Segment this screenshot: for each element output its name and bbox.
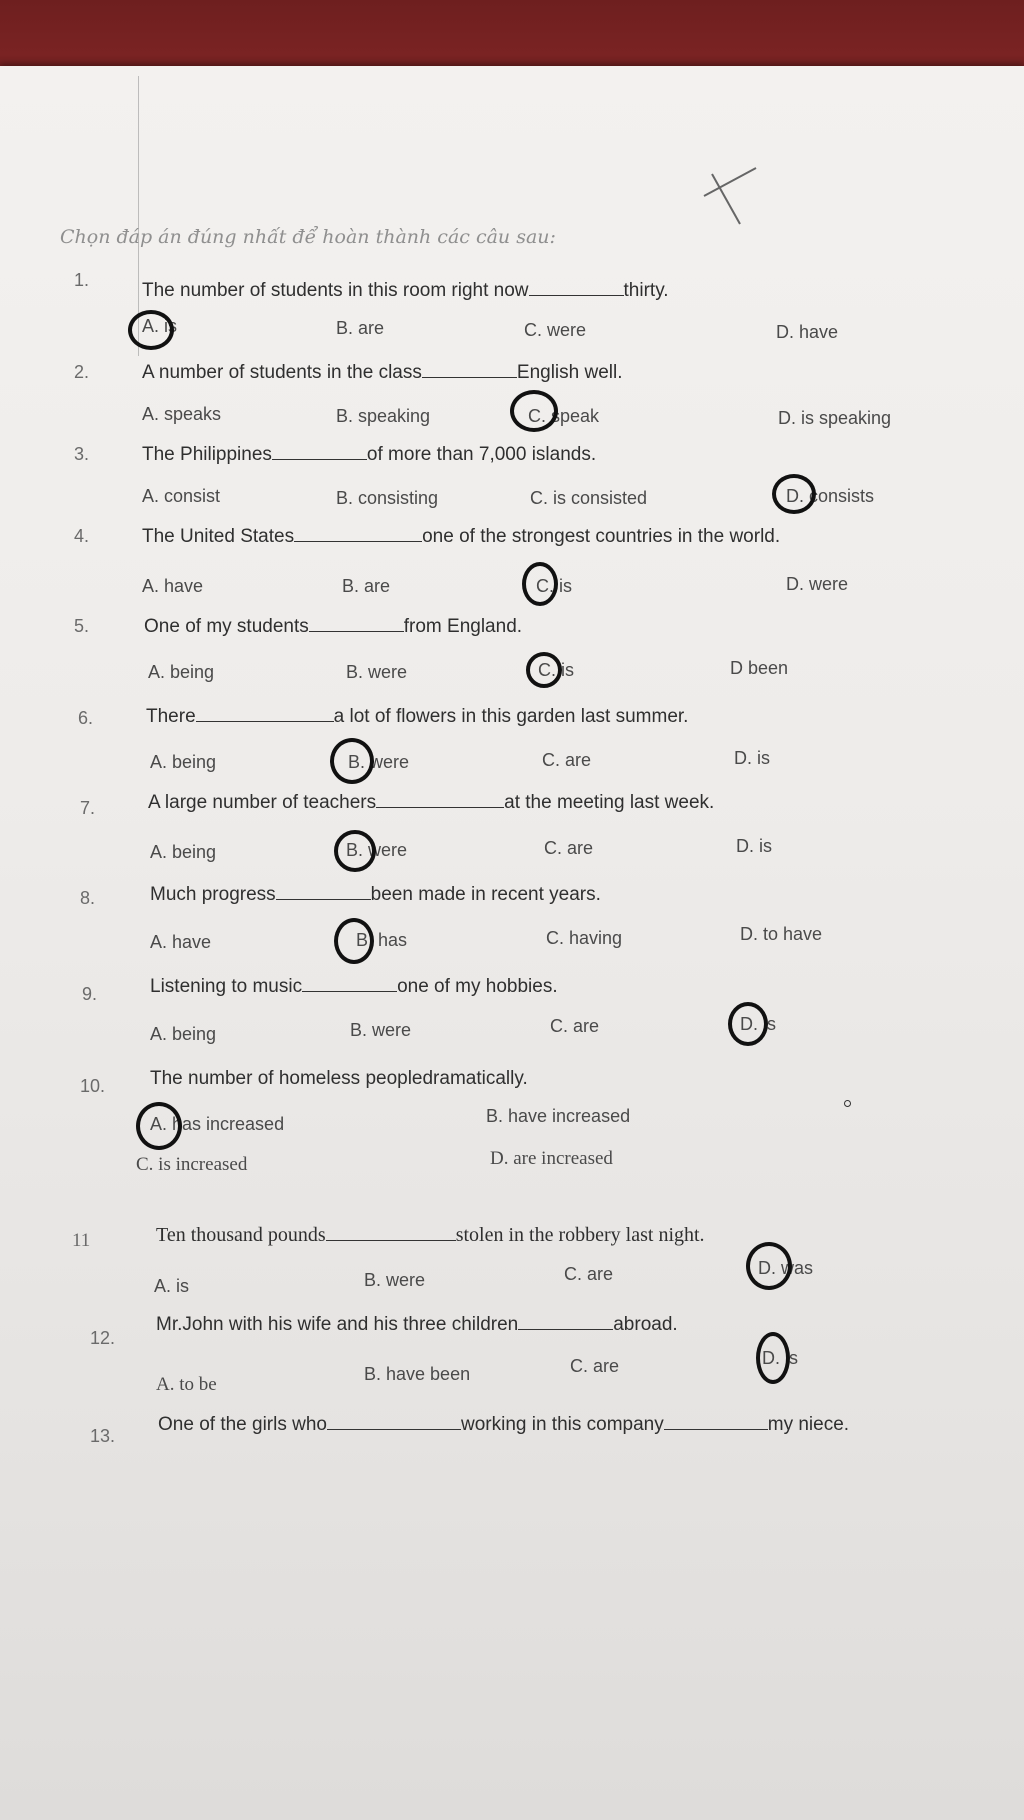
- option-b[interactable]: B. were: [364, 1270, 426, 1290]
- option-b[interactable]: B. have increased: [486, 1106, 631, 1126]
- question-number: 8.: [80, 888, 96, 908]
- option-d[interactable]: D. was: [758, 1258, 814, 1278]
- option-d[interactable]: D. to have: [740, 924, 823, 944]
- answer-circle-q5: [526, 652, 562, 688]
- option-c[interactable]: C. are: [564, 1264, 614, 1284]
- option-b[interactable]: B. were: [348, 752, 410, 772]
- option-c[interactable]: C. speak: [528, 406, 600, 426]
- question-text: A number of students in the class English well.: [142, 362, 623, 383]
- question-number: 5.: [74, 616, 90, 636]
- answer-circle-q9: [728, 1002, 768, 1046]
- option-c[interactable]: C. are: [542, 750, 592, 770]
- option-c[interactable]: C. were: [524, 320, 587, 340]
- option-b[interactable]: B. were: [350, 1020, 412, 1040]
- option-d[interactable]: D. have: [776, 322, 839, 342]
- answer-circle-q10: [136, 1102, 182, 1150]
- option-a[interactable]: A. have: [142, 576, 204, 596]
- option-a[interactable]: A. is: [142, 316, 178, 336]
- question-number: 9.: [82, 984, 98, 1004]
- question-number: 10.: [80, 1076, 106, 1096]
- option-d[interactable]: D. is: [740, 1014, 776, 1034]
- question-text: The number of homeless peopledramatically.: [150, 1068, 528, 1089]
- x-mark-icon: [700, 166, 762, 226]
- option-b[interactable]: B. were: [346, 662, 408, 682]
- option-c[interactable]: C. is: [536, 576, 572, 596]
- answer-circle-q2: [510, 390, 558, 432]
- answer-circle-q4: [522, 562, 558, 606]
- question-number: 2.: [74, 362, 90, 382]
- option-a[interactable]: A. being: [150, 842, 217, 862]
- option-a[interactable]: A. has increased: [150, 1114, 285, 1134]
- question-text: The number of students in this room right now thirty.: [142, 280, 669, 301]
- option-a[interactable]: A. being: [150, 1024, 217, 1044]
- option-a[interactable]: A. being: [150, 752, 217, 772]
- option-d[interactable]: D. are increased: [490, 1148, 613, 1169]
- option-b[interactable]: B. have been: [364, 1364, 471, 1384]
- question-number: 12.: [90, 1328, 116, 1348]
- option-d[interactable]: D been: [730, 658, 789, 678]
- option-a[interactable]: A. is: [154, 1276, 190, 1296]
- option-c[interactable]: C. having: [546, 928, 623, 948]
- question-number: 6.: [78, 708, 94, 728]
- option-c[interactable]: C. is: [538, 660, 574, 680]
- option-c[interactable]: C. is consisted: [530, 488, 648, 508]
- option-a[interactable]: A. have: [150, 932, 212, 952]
- question-text: A large number of teachers at the meeting last week.: [148, 792, 715, 813]
- question-number: 4.: [74, 526, 90, 546]
- option-d[interactable]: D. consists: [786, 486, 875, 506]
- instruction-text: Chọn đáp án đúng nhất để hoàn thành các câu sau:: [60, 226, 556, 248]
- answer-circle-q8: [334, 918, 374, 964]
- question-number: 11: [72, 1230, 91, 1251]
- option-b[interactable]: B. are: [336, 318, 385, 338]
- option-b[interactable]: B. speaking: [336, 406, 431, 426]
- question-number: 1.: [74, 270, 90, 290]
- question-text: The United States one of the strongest countries in the world.: [142, 526, 781, 547]
- answer-circle-q11: [746, 1242, 792, 1290]
- answer-circle-q3: [772, 474, 816, 514]
- worksheet-paper: [0, 66, 1024, 1820]
- option-a[interactable]: A. to be: [156, 1374, 217, 1395]
- pen-dot: [844, 1100, 851, 1107]
- question-text: There a lot of flowers in this garden last summer.: [146, 706, 689, 727]
- option-a[interactable]: A. speaks: [142, 404, 222, 424]
- question-number: 7.: [80, 798, 96, 818]
- option-d[interactable]: D. is: [736, 836, 772, 856]
- option-a[interactable]: A. being: [148, 662, 215, 682]
- question-text: The Philippines of more than 7,000 islands.: [142, 444, 597, 465]
- answer-circle-q1: [128, 310, 174, 350]
- option-a[interactable]: A. consist: [142, 486, 221, 506]
- option-d[interactable]: D. were: [786, 574, 849, 594]
- option-c[interactable]: C. are: [550, 1016, 600, 1036]
- option-d[interactable]: D. is: [762, 1348, 798, 1368]
- question-text: One of my students from England.: [144, 616, 523, 637]
- question-text: Much progress been made in recent years.: [150, 884, 601, 905]
- answer-circle-q6: [330, 738, 374, 784]
- option-c[interactable]: C. is increased: [136, 1154, 248, 1175]
- option-d[interactable]: D. is speaking: [778, 408, 892, 428]
- question-text: One of the girls who working in this company my niece.: [158, 1414, 850, 1435]
- question-text: Mr.John with his wife and his three children abroad.: [156, 1314, 678, 1335]
- option-b[interactable]: B. are: [342, 576, 391, 596]
- option-c[interactable]: C. are: [570, 1356, 620, 1376]
- option-d[interactable]: D. is: [734, 748, 770, 768]
- answer-circle-q12: [756, 1332, 790, 1384]
- option-b[interactable]: B. consisting: [336, 488, 439, 508]
- question-text: Listening to music one of my hobbies.: [150, 976, 558, 997]
- option-b[interactable]: B. has: [356, 930, 408, 950]
- option-b[interactable]: B. were: [346, 840, 408, 860]
- question-number: 3.: [74, 444, 90, 464]
- question-text: Ten thousand pounds stolen in the robbery last night.: [156, 1224, 705, 1246]
- question-number: 13.: [90, 1426, 116, 1446]
- option-c[interactable]: C. are: [544, 838, 594, 858]
- answer-circle-q7: [334, 830, 376, 872]
